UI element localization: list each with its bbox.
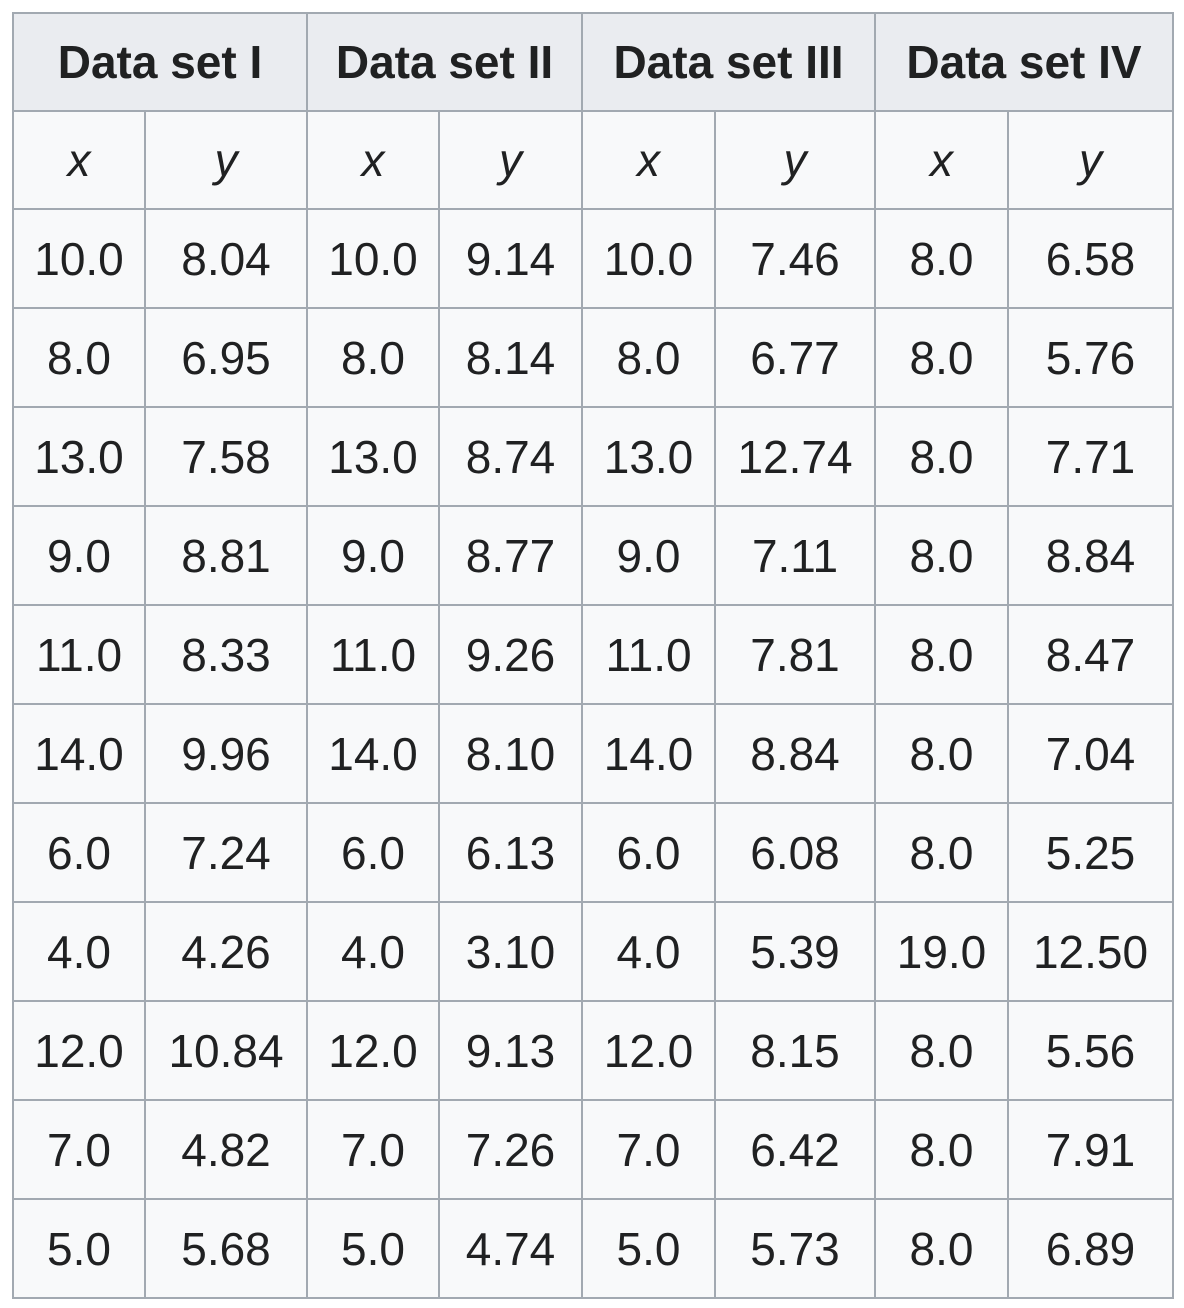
table-cell: 6.13 <box>439 803 582 902</box>
variable-header-x: x <box>875 111 1008 209</box>
table-row <box>13 605 1173 704</box>
table-cell: 6.08 <box>715 803 875 902</box>
table-cell: 8.81 <box>145 506 307 605</box>
group-header-4: Data set IV <box>875 13 1173 111</box>
table-cell: 7.26 <box>439 1100 582 1199</box>
data-table-container <box>12 12 1172 1299</box>
table-cell: 9.0 <box>13 506 145 605</box>
table-cell: 6.89 <box>1008 1199 1173 1298</box>
table-row <box>13 803 1173 902</box>
table-cell: 4.0 <box>307 902 439 1001</box>
table-row <box>13 902 1173 1001</box>
variable-header-row <box>13 111 1173 209</box>
table-cell: 8.04 <box>145 209 307 308</box>
table-cell: 4.82 <box>145 1100 307 1199</box>
table-cell: 12.0 <box>307 1001 439 1100</box>
table-cell: 5.68 <box>145 1199 307 1298</box>
table-cell: 9.26 <box>439 605 582 704</box>
group-header-2: Data set II <box>307 13 582 111</box>
table-cell: 8.0 <box>875 1001 1008 1100</box>
table-cell: 5.56 <box>1008 1001 1173 1100</box>
table-cell: 8.0 <box>875 308 1008 407</box>
table-row <box>13 308 1173 407</box>
table-cell: 8.0 <box>875 605 1008 704</box>
table-cell: 8.84 <box>1008 506 1173 605</box>
table-body <box>13 209 1173 1298</box>
variable-header-y: y <box>145 111 307 209</box>
table-cell: 6.95 <box>145 308 307 407</box>
table-cell: 8.0 <box>875 209 1008 308</box>
table-cell: 6.0 <box>13 803 145 902</box>
table-cell: 5.39 <box>715 902 875 1001</box>
table-cell: 4.26 <box>145 902 307 1001</box>
table-cell: 6.0 <box>582 803 715 902</box>
table-cell: 5.0 <box>13 1199 145 1298</box>
table-cell: 13.0 <box>307 407 439 506</box>
table-cell: 8.77 <box>439 506 582 605</box>
table-cell: 8.0 <box>875 803 1008 902</box>
table-cell: 8.10 <box>439 704 582 803</box>
table-cell: 10.0 <box>13 209 145 308</box>
table-cell: 4.0 <box>582 902 715 1001</box>
table-cell: 12.50 <box>1008 902 1173 1001</box>
table-cell: 10.0 <box>582 209 715 308</box>
group-header-1: Data set I <box>13 13 307 111</box>
table-cell: 8.0 <box>582 308 715 407</box>
variable-header-x: x <box>582 111 715 209</box>
table-cell: 19.0 <box>875 902 1008 1001</box>
table-cell: 9.0 <box>582 506 715 605</box>
table-cell: 11.0 <box>13 605 145 704</box>
group-header-3: Data set III <box>582 13 875 111</box>
table-cell: 8.0 <box>875 506 1008 605</box>
table-cell: 5.25 <box>1008 803 1173 902</box>
table-cell: 10.84 <box>145 1001 307 1100</box>
variable-header-y: y <box>1008 111 1173 209</box>
table-cell: 8.33 <box>145 605 307 704</box>
table-cell: 7.58 <box>145 407 307 506</box>
table-cell: 6.0 <box>307 803 439 902</box>
table-cell: 5.0 <box>307 1199 439 1298</box>
table-cell: 7.91 <box>1008 1100 1173 1199</box>
table-cell: 7.0 <box>582 1100 715 1199</box>
table-row <box>13 1001 1173 1100</box>
anscombe-data-table <box>12 12 1174 1299</box>
table-cell: 9.13 <box>439 1001 582 1100</box>
table-cell: 8.15 <box>715 1001 875 1100</box>
table-row <box>13 1199 1173 1298</box>
table-cell: 9.96 <box>145 704 307 803</box>
table-cell: 11.0 <box>582 605 715 704</box>
table-cell: 8.14 <box>439 308 582 407</box>
table-cell: 5.76 <box>1008 308 1173 407</box>
table-cell: 6.42 <box>715 1100 875 1199</box>
table-cell: 7.04 <box>1008 704 1173 803</box>
table-cell: 9.14 <box>439 209 582 308</box>
table-row <box>13 1100 1173 1199</box>
table-row <box>13 506 1173 605</box>
table-cell: 9.0 <box>307 506 439 605</box>
table-cell: 8.0 <box>875 1100 1008 1199</box>
table-cell: 6.58 <box>1008 209 1173 308</box>
table-cell: 13.0 <box>13 407 145 506</box>
table-cell: 8.84 <box>715 704 875 803</box>
table-row <box>13 407 1173 506</box>
table-cell: 4.74 <box>439 1199 582 1298</box>
table-cell: 3.10 <box>439 902 582 1001</box>
table-cell: 7.0 <box>307 1100 439 1199</box>
table-cell: 14.0 <box>582 704 715 803</box>
table-cell: 5.73 <box>715 1199 875 1298</box>
variable-header-x: x <box>13 111 145 209</box>
table-cell: 13.0 <box>582 407 715 506</box>
table-cell: 8.0 <box>875 1199 1008 1298</box>
top-margin <box>0 0 1184 12</box>
table-cell: 8.74 <box>439 407 582 506</box>
table-cell: 8.47 <box>1008 605 1173 704</box>
group-header-row <box>13 13 1173 111</box>
table-cell: 8.0 <box>13 308 145 407</box>
table-cell: 11.0 <box>307 605 439 704</box>
table-cell: 7.71 <box>1008 407 1173 506</box>
table-cell: 12.0 <box>582 1001 715 1100</box>
table-cell: 8.0 <box>875 407 1008 506</box>
table-row <box>13 704 1173 803</box>
table-cell: 4.0 <box>13 902 145 1001</box>
table-cell: 6.77 <box>715 308 875 407</box>
table-cell: 14.0 <box>307 704 439 803</box>
table-cell: 5.0 <box>582 1199 715 1298</box>
variable-header-y: y <box>439 111 582 209</box>
variable-header-x: x <box>307 111 439 209</box>
table-cell: 8.0 <box>307 308 439 407</box>
table-cell: 12.74 <box>715 407 875 506</box>
table-cell: 14.0 <box>13 704 145 803</box>
table-cell: 7.11 <box>715 506 875 605</box>
table-cell: 10.0 <box>307 209 439 308</box>
table-cell: 7.0 <box>13 1100 145 1199</box>
table-cell: 7.81 <box>715 605 875 704</box>
variable-header-y: y <box>715 111 875 209</box>
table-cell: 7.24 <box>145 803 307 902</box>
table-cell: 7.46 <box>715 209 875 308</box>
table-row <box>13 209 1173 308</box>
table-cell: 12.0 <box>13 1001 145 1100</box>
table-cell: 8.0 <box>875 704 1008 803</box>
